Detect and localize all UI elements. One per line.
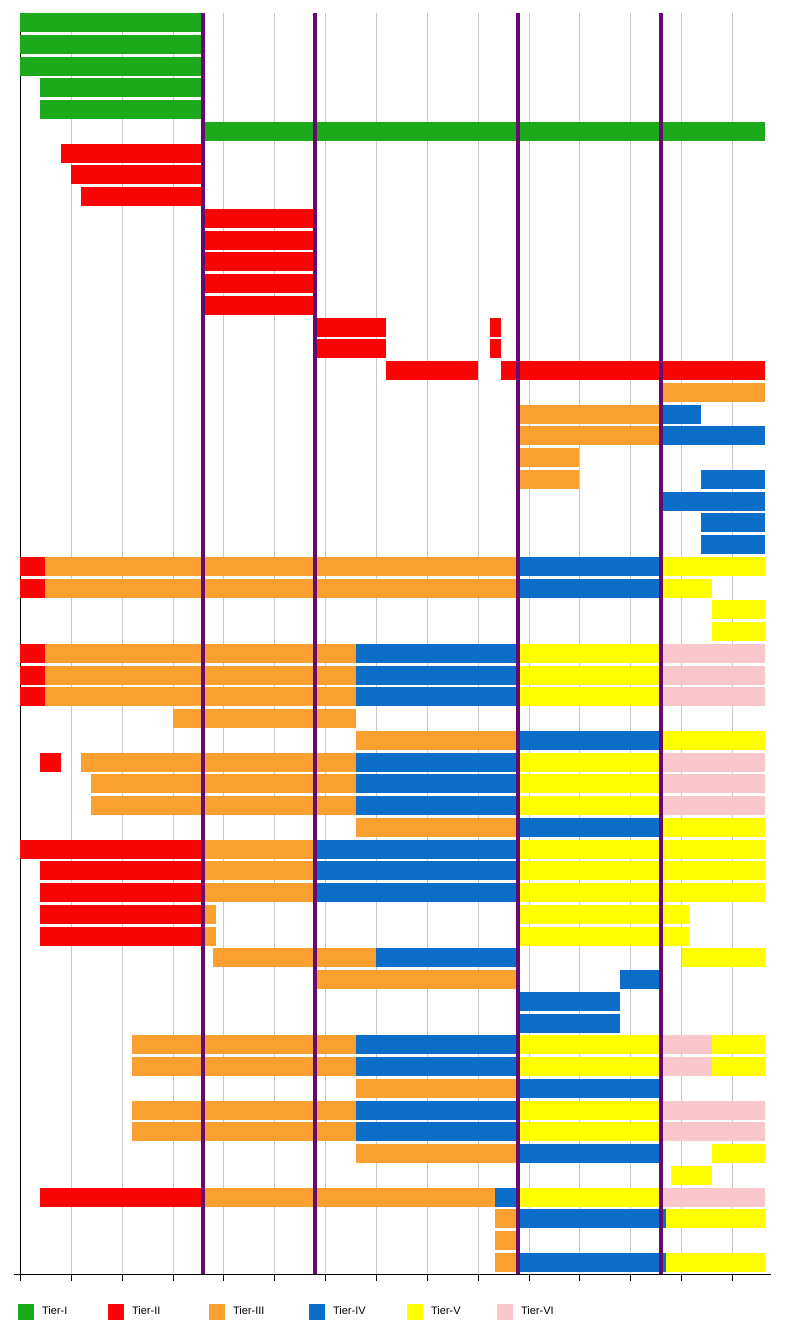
- timeline-bar-tier-III: [495, 1231, 518, 1250]
- timeline-bar-tier-IV: [518, 579, 660, 598]
- timeline-bar-tier-IV: [356, 753, 519, 772]
- timeline-bar-tier-IV: [701, 470, 765, 489]
- x-axis-tick: [529, 1274, 530, 1281]
- timeline-bar-tier-II: [315, 318, 386, 337]
- timeline-bar-tier-V: [518, 1035, 660, 1054]
- timeline-bar-tier-V: [661, 557, 766, 576]
- timeline-bar-tier-VI: [661, 1101, 766, 1120]
- timeline-bar-tier-V: [518, 1101, 660, 1120]
- timeline-bar-tier-V: [661, 818, 766, 837]
- legend-label: Tier-VI: [521, 1305, 554, 1317]
- timeline-bar-tier-IV: [356, 1057, 519, 1076]
- timeline-bar-tier-III: [203, 883, 315, 902]
- timeline-bar-tier-V: [682, 948, 765, 967]
- timeline-bar-tier-III: [45, 579, 518, 598]
- timeline-bar-tier-IV: [518, 1253, 665, 1272]
- legend-label: Tier-II: [132, 1305, 161, 1317]
- timeline-bar-tier-VI: [661, 1057, 712, 1076]
- timeline-bar-tier-VI: [661, 687, 766, 706]
- timeline-bar-tier-III: [315, 970, 518, 989]
- timeline-bar-tier-V: [671, 1166, 712, 1185]
- timeline-bar-tier-IV: [661, 492, 766, 511]
- timeline-bar-tier-IV: [661, 426, 766, 445]
- x-axis-tick: [71, 1274, 72, 1281]
- timeline-bar-tier-I: [40, 100, 203, 119]
- x-axis-tick: [579, 1274, 580, 1281]
- timeline-bar-tier-II: [20, 666, 45, 685]
- timeline-bar-tier-V: [518, 644, 660, 663]
- timeline-bar-tier-II: [71, 165, 203, 184]
- timeline-bar-tier-II: [81, 187, 203, 206]
- x-axis-tick: [173, 1274, 174, 1281]
- timeline-bar-tier-IV: [356, 1122, 519, 1141]
- timeline-bar-tier-III: [518, 405, 660, 424]
- timeline-bar-tier-V: [518, 905, 689, 924]
- timeline-bar-tier-II: [40, 753, 60, 772]
- timeline-bar-tier-V: [712, 1144, 766, 1163]
- x-axis-tick: [376, 1274, 377, 1281]
- timeline-bar-tier-III: [495, 1209, 518, 1228]
- timeline-bar-tier-VI: [661, 644, 766, 663]
- timeline-bar-tier-IV: [518, 557, 660, 576]
- timeline-bar-tier-V: [518, 1188, 660, 1207]
- timeline-bar-tier-III: [356, 818, 519, 837]
- timeline-bar-tier-IV: [495, 1188, 518, 1207]
- timeline-bar-tier-IV: [518, 731, 660, 750]
- timeline-bar-tier-I: [40, 78, 203, 97]
- timeline-bar-tier-V: [518, 927, 689, 946]
- timeline-bar-tier-V: [661, 579, 712, 598]
- timeline-bar-tier-V: [518, 1122, 660, 1141]
- legend-item: [309, 1304, 399, 1321]
- timeline-bar-tier-IV: [518, 992, 620, 1011]
- timeline-bar-tier-II: [20, 687, 45, 706]
- timeline-bar-tier-IV: [701, 513, 765, 532]
- timeline-bar-tier-III: [356, 1144, 519, 1163]
- x-axis-tick: [274, 1274, 275, 1281]
- timeline-bar-tier-III: [356, 1079, 519, 1098]
- timeline-bar-tier-IV: [518, 1209, 665, 1228]
- timeline-bar-tier-III: [518, 448, 579, 467]
- timeline-bar-tier-IV: [376, 948, 518, 967]
- timeline-bar-tier-IV: [356, 1101, 519, 1120]
- timeline-bar-tier-II: [20, 840, 203, 859]
- timeline-bar-tier-I: [20, 57, 203, 76]
- timeline-bar-tier-V: [712, 622, 766, 641]
- legend-label: Tier-V: [431, 1305, 461, 1317]
- timeline-bar-tier-IV: [315, 861, 518, 880]
- timeline-bar-tier-III: [45, 557, 518, 576]
- timeline-bar-tier-V: [666, 1253, 766, 1272]
- timeline-bar-tier-IV: [518, 1144, 660, 1163]
- timeline-bar-tier-III: [518, 470, 579, 489]
- legend-item: [108, 1304, 198, 1321]
- timeline-bar-tier-IV: [620, 970, 661, 989]
- timeline-bar-tier-III: [495, 1253, 518, 1272]
- timeline-bar-tier-IV: [518, 818, 660, 837]
- timeline-bar-tier-II: [20, 557, 45, 576]
- timeline-bar-tier-II: [40, 1188, 203, 1207]
- timeline-bar-tier-IV: [518, 1014, 620, 1033]
- legend-swatch-icon: [309, 1304, 325, 1320]
- timeline-bar-tier-II: [203, 296, 315, 315]
- timeline-bar-tier-II: [203, 231, 315, 250]
- timeline-bar-tier-VI: [661, 1188, 766, 1207]
- timeline-bar-tier-VI: [661, 1035, 712, 1054]
- timeline-bar-tier-IV: [356, 1035, 519, 1054]
- x-axis-tick: [478, 1274, 479, 1281]
- timeline-bar-tier-I: [203, 122, 765, 141]
- timeline-bar-tier-IV: [356, 644, 519, 663]
- x-axis-tick: [427, 1274, 428, 1281]
- era-divider-line: [516, 13, 520, 1274]
- timeline-bar-tier-V: [518, 796, 660, 815]
- timeline-bar-tier-II: [203, 209, 315, 228]
- timeline-bar-tier-V: [518, 883, 765, 902]
- timeline-bar-tier-III: [203, 861, 315, 880]
- timeline-bar-tier-III: [203, 840, 315, 859]
- timeline-bar-tier-V: [661, 731, 766, 750]
- x-axis-line: [14, 1274, 771, 1275]
- timeline-bar-tier-V: [518, 1057, 660, 1076]
- x-axis-tick: [223, 1274, 224, 1281]
- timeline-bar-tier-II: [40, 927, 203, 946]
- timeline-bar-tier-III: [132, 1101, 356, 1120]
- timeline-bar-tier-II: [490, 318, 501, 337]
- timeline-bar-tier-V: [666, 1209, 766, 1228]
- timeline-bar-tier-III: [356, 731, 519, 750]
- timeline-bar-tier-V: [518, 666, 660, 685]
- legend-item: [407, 1304, 497, 1321]
- era-divider-line: [659, 13, 663, 1274]
- timeline-bar-tier-II: [386, 361, 478, 380]
- x-axis-tick: [630, 1274, 631, 1281]
- legend-label: Tier-IV: [333, 1305, 366, 1317]
- timeline-bar-tier-III: [132, 1057, 356, 1076]
- timeline-bar-tier-II: [490, 339, 501, 358]
- timeline-bar-tier-VI: [661, 796, 766, 815]
- timeline-bar-tier-IV: [315, 840, 518, 859]
- x-axis-tick: [681, 1274, 682, 1281]
- x-axis-tick: [732, 1274, 733, 1281]
- timeline-bar-tier-V: [518, 774, 660, 793]
- timeline-bar-tier-III: [203, 1188, 495, 1207]
- timeline-bar-tier-V: [518, 840, 765, 859]
- timeline-bar-tier-II: [20, 579, 45, 598]
- legend-item: [497, 1304, 587, 1321]
- timeline-bar-tier-III: [661, 383, 766, 402]
- x-axis-tick: [20, 1274, 21, 1281]
- timeline-bar-tier-I: [20, 35, 203, 54]
- timeline-bar-tier-II: [501, 361, 765, 380]
- timeline-bar-tier-IV: [356, 666, 519, 685]
- timeline-bar-tier-VI: [661, 753, 766, 772]
- timeline-bar-tier-VI: [661, 666, 766, 685]
- legend-swatch-icon: [497, 1304, 513, 1320]
- timeline-bar-tier-IV: [356, 796, 519, 815]
- era-divider-line: [201, 13, 205, 1274]
- legend-item: [18, 1304, 108, 1321]
- timeline-bar-tier-IV: [315, 883, 518, 902]
- timeline-bar-tier-II: [20, 644, 45, 663]
- timeline-bar-tier-II: [61, 144, 203, 163]
- legend-swatch-icon: [209, 1304, 225, 1320]
- timeline-bar-tier-III: [132, 1035, 356, 1054]
- timeline-bar-tier-II: [40, 905, 203, 924]
- timeline-bar-tier-V: [712, 600, 766, 619]
- timeline-bar-tier-IV: [356, 774, 519, 793]
- timeline-bar-tier-VI: [661, 774, 766, 793]
- timeline-bar-tier-IV: [701, 535, 765, 554]
- timeline-bar-tier-II: [203, 252, 315, 271]
- timeline-bar-tier-II: [203, 274, 315, 293]
- timeline-bar-tier-III: [173, 709, 356, 728]
- timeline-bar-tier-I: [20, 13, 203, 32]
- legend-label: Tier-III: [233, 1305, 265, 1317]
- timeline-bar-tier-III: [213, 948, 376, 967]
- timeline-bar-tier-IV: [356, 687, 519, 706]
- timeline-bar-tier-II: [40, 861, 203, 880]
- timeline-bar-tier-VI: [661, 1122, 766, 1141]
- timeline-bar-tier-III: [132, 1122, 356, 1141]
- timeline-bar-tier-V: [518, 861, 765, 880]
- timeline-bar-tier-V: [712, 1057, 766, 1076]
- timeline-bar-tier-V: [712, 1035, 766, 1054]
- timeline-bar-tier-III: [518, 426, 660, 445]
- legend-swatch-icon: [18, 1304, 34, 1320]
- timeline-bar-tier-II: [315, 339, 386, 358]
- timeline-bar-tier-IV: [661, 405, 702, 424]
- timeline-bar-tier-V: [518, 687, 660, 706]
- timeline-bar-tier-V: [518, 753, 660, 772]
- timeline-bar-tier-IV: [518, 1079, 660, 1098]
- legend-swatch-icon: [407, 1304, 423, 1320]
- era-divider-line: [313, 13, 317, 1274]
- timeline-bar-tier-II: [40, 883, 203, 902]
- legend-item: [209, 1304, 299, 1321]
- x-axis-tick: [122, 1274, 123, 1281]
- x-axis-tick: [325, 1274, 326, 1281]
- legend-swatch-icon: [108, 1304, 124, 1320]
- legend-label: Tier-I: [42, 1305, 68, 1317]
